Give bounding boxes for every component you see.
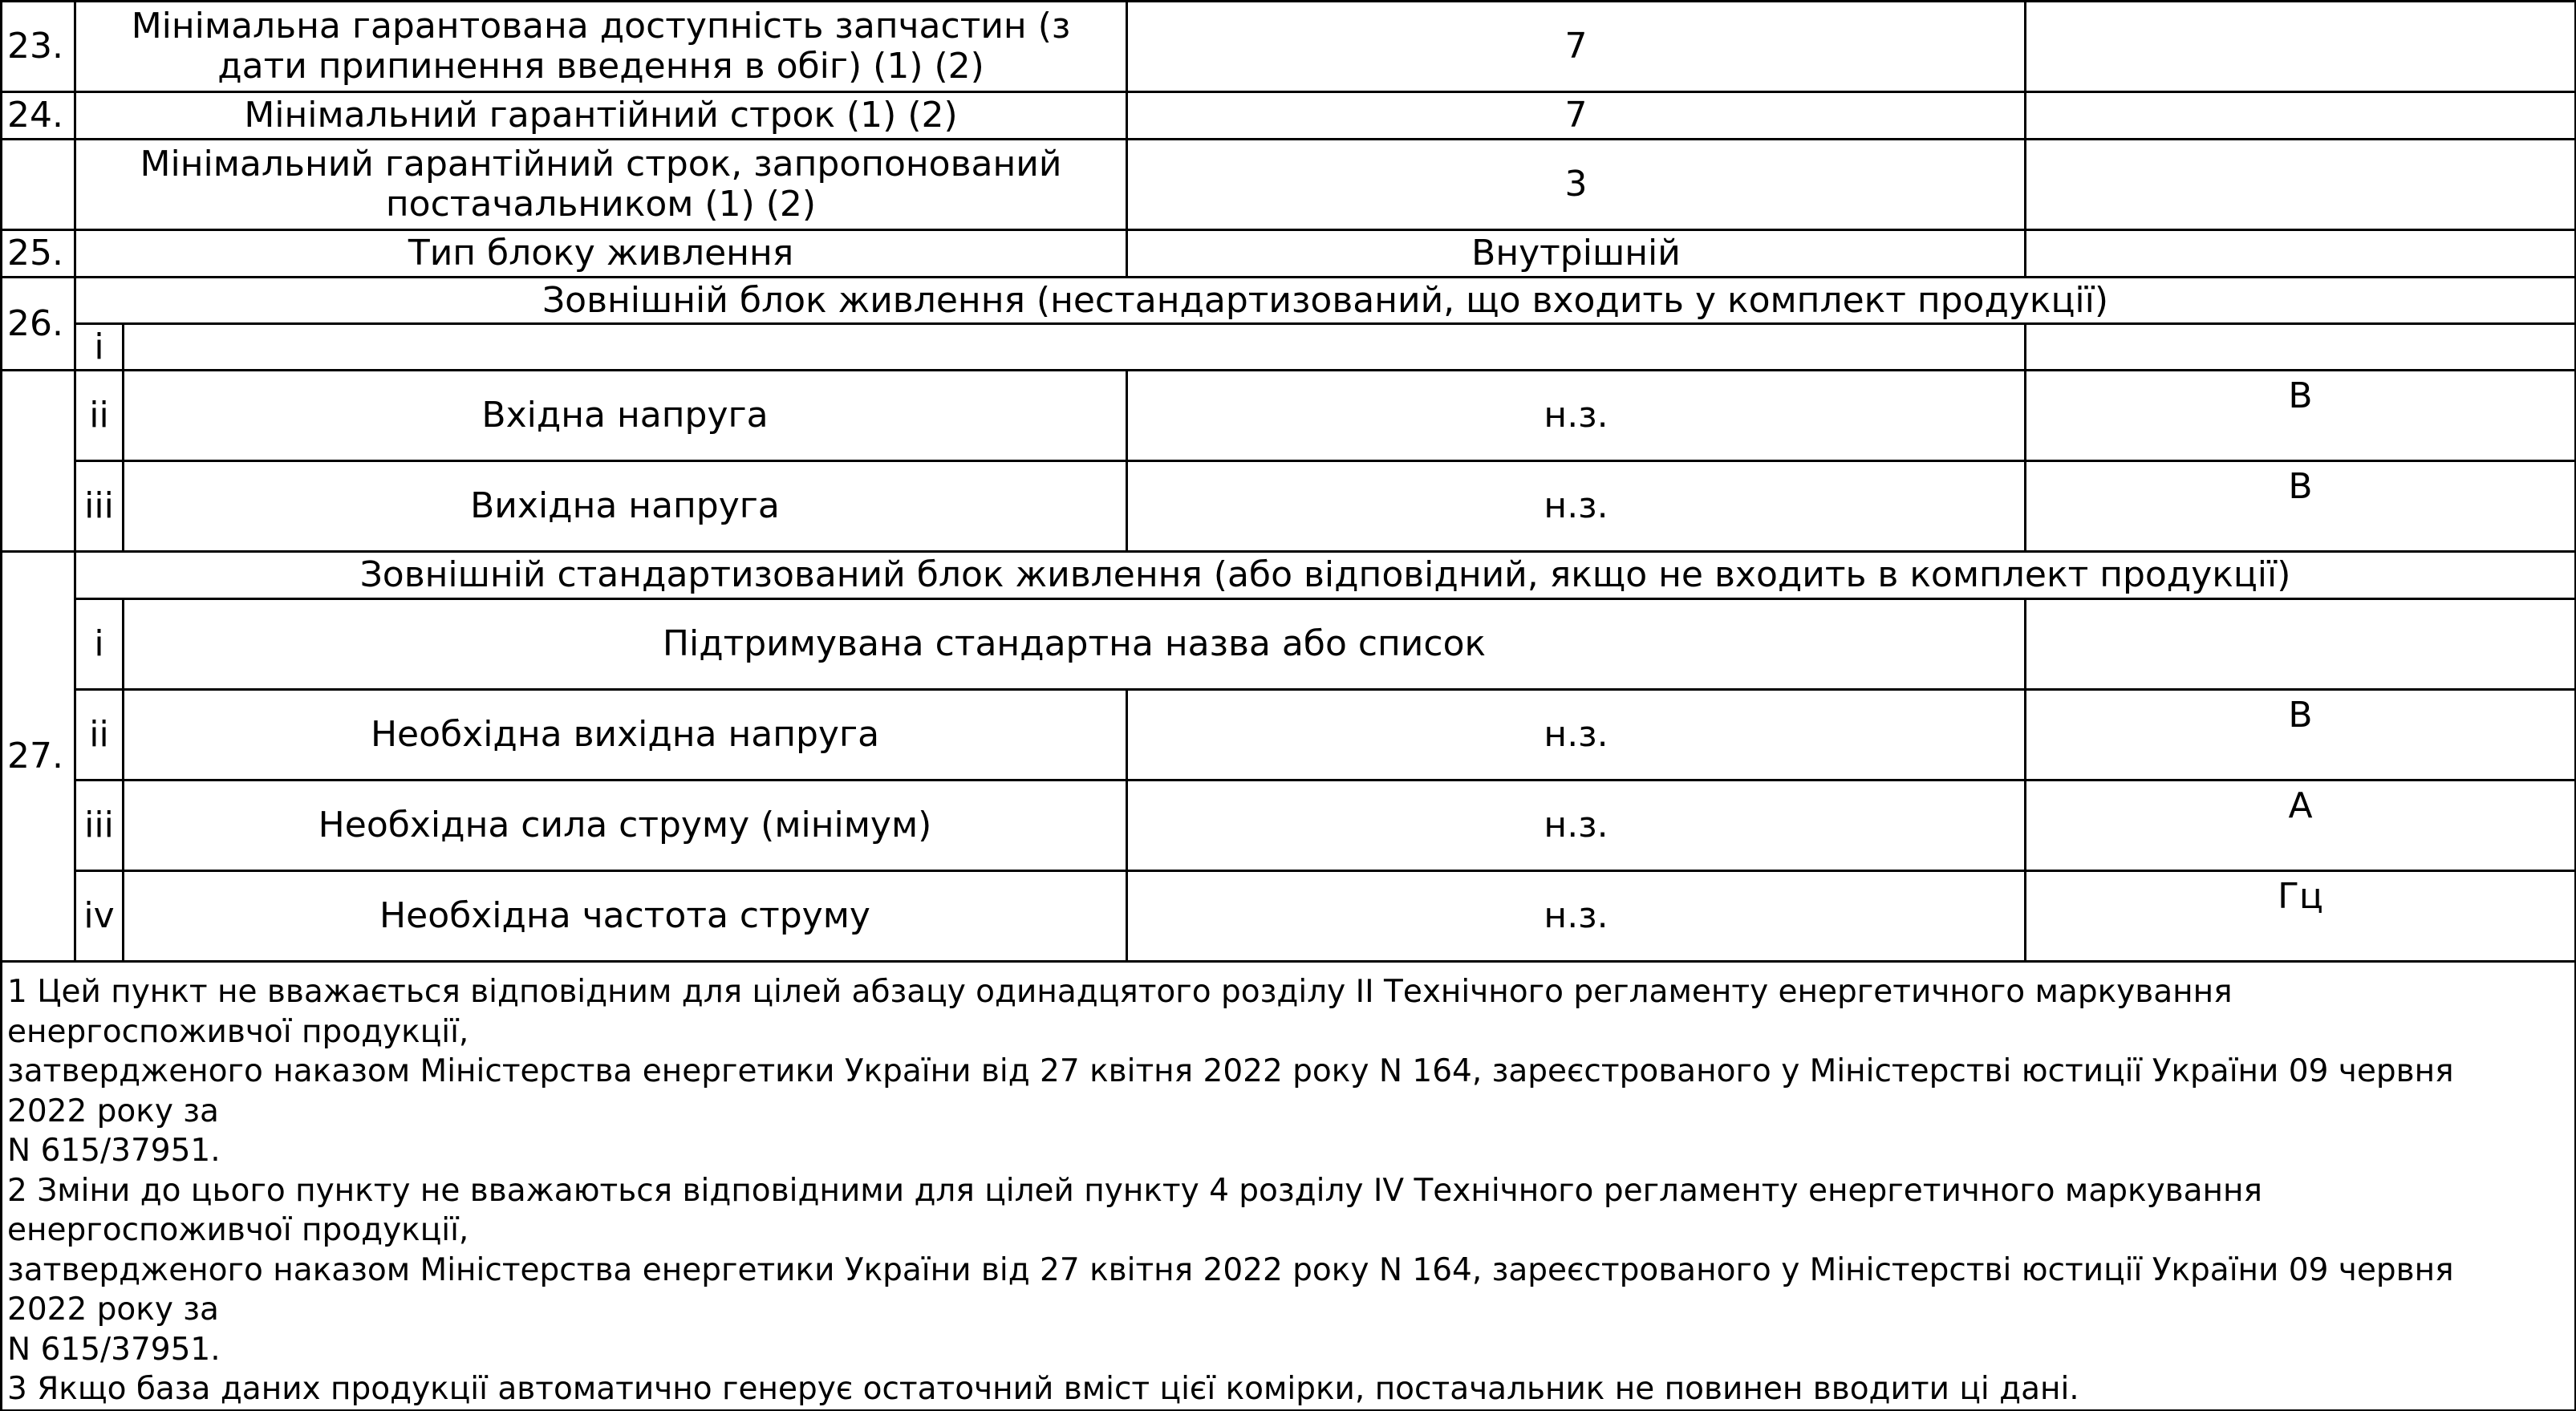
row-value: Внутрішній	[1127, 230, 2026, 278]
row-number: 25.	[2, 230, 75, 278]
table-row	[2, 278, 2576, 324]
row-unit	[2026, 230, 2576, 278]
sub-label	[124, 324, 2026, 371]
table-row	[2, 371, 2576, 461]
sub-number: iii	[75, 461, 124, 552]
row-unit	[2026, 140, 2576, 230]
footnote-line: затвердженого наказом Міністерства енергетики України від 27 квітня 2022 року N 164, зареєстрованого у Міністерстві юстиції України 09 червня	[7, 1053, 2454, 1089]
sub-number: ii	[75, 371, 124, 461]
row-unit	[2026, 92, 2576, 140]
sub-label: Підтримувана стандартна назва або список	[124, 599, 2026, 690]
row-number	[2, 140, 75, 230]
footnote-line: N 615/37951.	[7, 1331, 221, 1368]
table-row	[2, 92, 2576, 140]
row-unit	[2026, 2, 2576, 92]
row-number	[2, 371, 75, 552]
section-number: 27.	[2, 552, 75, 962]
footnote-line: N 615/37951.	[7, 1133, 221, 1169]
table-row	[2, 690, 2576, 781]
row-number: 24.	[2, 92, 75, 140]
sub-number: iii	[75, 781, 124, 871]
footnote-line: затвердженого наказом Міністерства енергетики України від 27 квітня 2022 року N 164, зареєстрованого у Міністерстві юстиції України 09 червня	[7, 1251, 2454, 1288]
table-row	[2, 230, 2576, 278]
row-value: 7	[1127, 92, 2026, 140]
sub-label: Необхідна вихідна напруга	[124, 690, 1127, 781]
table-row	[2, 140, 2576, 230]
table-row	[2, 461, 2576, 552]
section-number: 26.	[2, 278, 75, 371]
table-row	[2, 871, 2576, 962]
sub-value: н.з.	[1127, 371, 2026, 461]
sub-unit: В	[2026, 461, 2576, 552]
table-row	[2, 324, 2576, 371]
footnote-line: енергоспоживчої продукції,	[7, 1212, 469, 1248]
row-label: Мінімальний гарантійний строк (1) (2)	[75, 92, 1127, 140]
row-value: 7	[1127, 2, 2026, 92]
row-label: Мінімальна гарантована доступність запчастин (з дати припинення введення в обіг) (1) (2)	[75, 2, 1127, 92]
sub-number: iv	[75, 871, 124, 962]
row-value: 3	[1127, 140, 2026, 230]
sub-unit	[2026, 599, 2576, 690]
table-row	[2, 2, 2576, 92]
footnote-line: 1 Цей пункт не вважається відповідним для цілей абзацу одинадцятого розділу ІІ Технічного регламенту енергетичного маркування	[7, 974, 2233, 1010]
section-title: Зовнішній стандартизований блок живлення (або відповідний, якщо не входить в комплект продукції)	[75, 552, 2576, 599]
sub-label: Необхідна частота струму	[124, 871, 1127, 962]
table-row	[2, 781, 2576, 871]
table-row	[2, 599, 2576, 690]
section-title: Зовнішній блок живлення (нестандартизований, що входить у комплект продукції)	[75, 278, 2576, 324]
sub-unit	[2026, 324, 2576, 371]
sub-value: н.з.	[1127, 461, 2026, 552]
sub-unit: Гц	[2026, 871, 2576, 962]
footnotes-row	[2, 962, 2576, 1411]
sub-number: ii	[75, 690, 124, 781]
sub-number: i	[75, 599, 124, 690]
sub-label: Вхідна напруга	[124, 371, 1127, 461]
sub-unit: А	[2026, 781, 2576, 871]
sub-value: н.з.	[1127, 690, 2026, 781]
row-label: Мінімальний гарантійний строк, запропонований постачальником (1) (2)	[75, 140, 1127, 230]
footnote-line: 2022 року за	[7, 1093, 219, 1129]
sub-value: н.з.	[1127, 781, 2026, 871]
footnote-line: 3 Якщо база даних продукції автоматично генерує остаточний вміст цієї комірки, постачальник не повинен вводити ці дані.	[7, 1371, 2079, 1407]
sub-label: Вихідна напруга	[124, 461, 1127, 552]
footnote-line: енергоспоживчої продукції,	[7, 1013, 469, 1050]
footnote-line: 2022 року за	[7, 1291, 219, 1328]
row-number: 23.	[2, 2, 75, 92]
sub-unit: В	[2026, 371, 2576, 461]
table-row	[2, 552, 2576, 599]
sub-unit: В	[2026, 690, 2576, 781]
sub-value: н.з.	[1127, 871, 2026, 962]
footnotes	[2, 962, 2576, 1411]
sub-number: i	[75, 324, 124, 371]
footnote-line: 2 Зміни до цього пункту не вважаються відповідними для цілей пункту 4 розділу IV Технічного регламенту енергетичного маркування	[7, 1172, 2262, 1209]
row-label: Тип блоку живлення	[75, 230, 1127, 278]
sub-label: Необхідна сила струму (мінімум)	[124, 781, 1127, 871]
